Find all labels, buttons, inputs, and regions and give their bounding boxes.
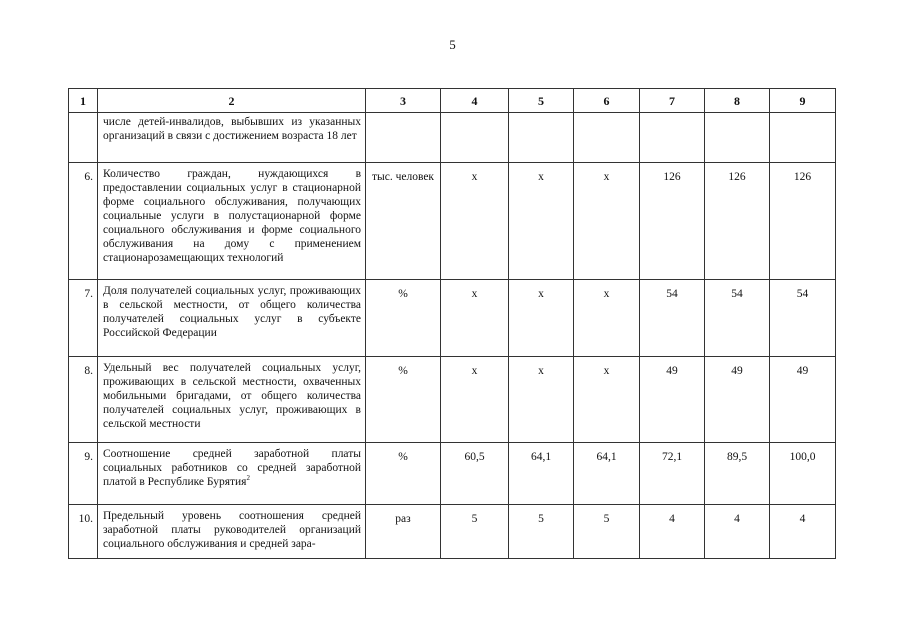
column-header: 9: [770, 89, 836, 113]
row-value: 64,1: [509, 443, 574, 505]
row-value: 5: [441, 505, 509, 559]
row-value: 64,1: [574, 443, 640, 505]
table-row: [69, 357, 836, 443]
column-header: 4: [441, 89, 509, 113]
row-value: 100,0: [770, 443, 836, 505]
row-unit: %: [366, 443, 441, 505]
row-value: 54: [705, 280, 770, 357]
row-value: 49: [640, 357, 705, 443]
row-number: 9.: [69, 443, 98, 505]
row-unit: %: [366, 280, 441, 357]
row-value: 4: [640, 505, 705, 559]
row-value: 49: [705, 357, 770, 443]
row-description: числе детей-инвалидов, выбывших из указанных организаций в связи с достижением возраста 18 лет: [98, 113, 366, 163]
row-description: Удельный вес получателей социальных услуг, проживающих в сельской местности, охваченных мобильными бригадами, от общего количества получателей социальных услуг, проживающих в сельской местности: [98, 357, 366, 443]
row-description: Предельный уровень соотношения средней заработной платы руководителей организаций социального обслуживания и средней зара-: [98, 505, 366, 559]
row-value: х: [441, 163, 509, 280]
row-unit: [366, 113, 441, 163]
page-number: 5: [449, 37, 456, 52]
column-header: 8: [705, 89, 770, 113]
row-value: 54: [770, 280, 836, 357]
row-value: [574, 113, 640, 163]
row-number: 10.: [69, 505, 98, 559]
row-value: х: [574, 357, 640, 443]
row-value: х: [509, 357, 574, 443]
row-value: [509, 113, 574, 163]
row-description: Доля получателей социальных услуг, проживающих в сельской местности, от общего количества получателей социальных услуг в субъекте Российской Федерации: [98, 280, 366, 357]
row-value: 4: [770, 505, 836, 559]
row-value: 4: [705, 505, 770, 559]
row-value: х: [509, 280, 574, 357]
table-header-row: [69, 89, 836, 113]
row-value: [705, 113, 770, 163]
row-number: 6.: [69, 163, 98, 280]
row-unit: %: [366, 357, 441, 443]
table-row: [69, 443, 836, 505]
row-value: 72,1: [640, 443, 705, 505]
row-description-cell: [98, 443, 366, 505]
row-description: Количество граждан, нуждающихся в предоставлении социальных услуг в стационарной форме социального обслуживания, получающих социальные услуги в полустационарной форме социального обслуживания и форме социального обслуживания на дому с применением стационарозамещающих технологий: [98, 163, 366, 280]
row-unit: тыс. человек: [366, 163, 441, 280]
row-number: 8.: [69, 357, 98, 443]
column-header: 7: [640, 89, 705, 113]
row-value: 54: [640, 280, 705, 357]
row-value: 126: [640, 163, 705, 280]
footnote-marker: 2: [246, 474, 250, 483]
row-number: 7.: [69, 280, 98, 357]
row-value: [640, 113, 705, 163]
row-value: [770, 113, 836, 163]
column-header: 2: [98, 89, 366, 113]
column-header: 3: [366, 89, 441, 113]
row-description: Соотношение средней заработной платы социальных работников со средней заработной платой в Республике Бурятия: [103, 448, 361, 488]
table-row: [69, 280, 836, 357]
row-value: [441, 113, 509, 163]
row-value: х: [441, 357, 509, 443]
row-number: [69, 113, 98, 163]
row-value: х: [441, 280, 509, 357]
row-value: 5: [574, 505, 640, 559]
column-header: 6: [574, 89, 640, 113]
indicators-table: [68, 88, 836, 559]
row-value: 89,5: [705, 443, 770, 505]
column-header: 5: [509, 89, 574, 113]
row-value: 49: [770, 357, 836, 443]
table-row: [69, 505, 836, 559]
row-value: 60,5: [441, 443, 509, 505]
row-value: х: [509, 163, 574, 280]
row-value: 5: [509, 505, 574, 559]
row-unit: раз: [366, 505, 441, 559]
row-value: х: [574, 280, 640, 357]
row-value: х: [574, 163, 640, 280]
row-value: 126: [705, 163, 770, 280]
row-value: 126: [770, 163, 836, 280]
table-row: [69, 113, 836, 163]
column-header: 1: [69, 89, 98, 113]
table-row: [69, 163, 836, 280]
